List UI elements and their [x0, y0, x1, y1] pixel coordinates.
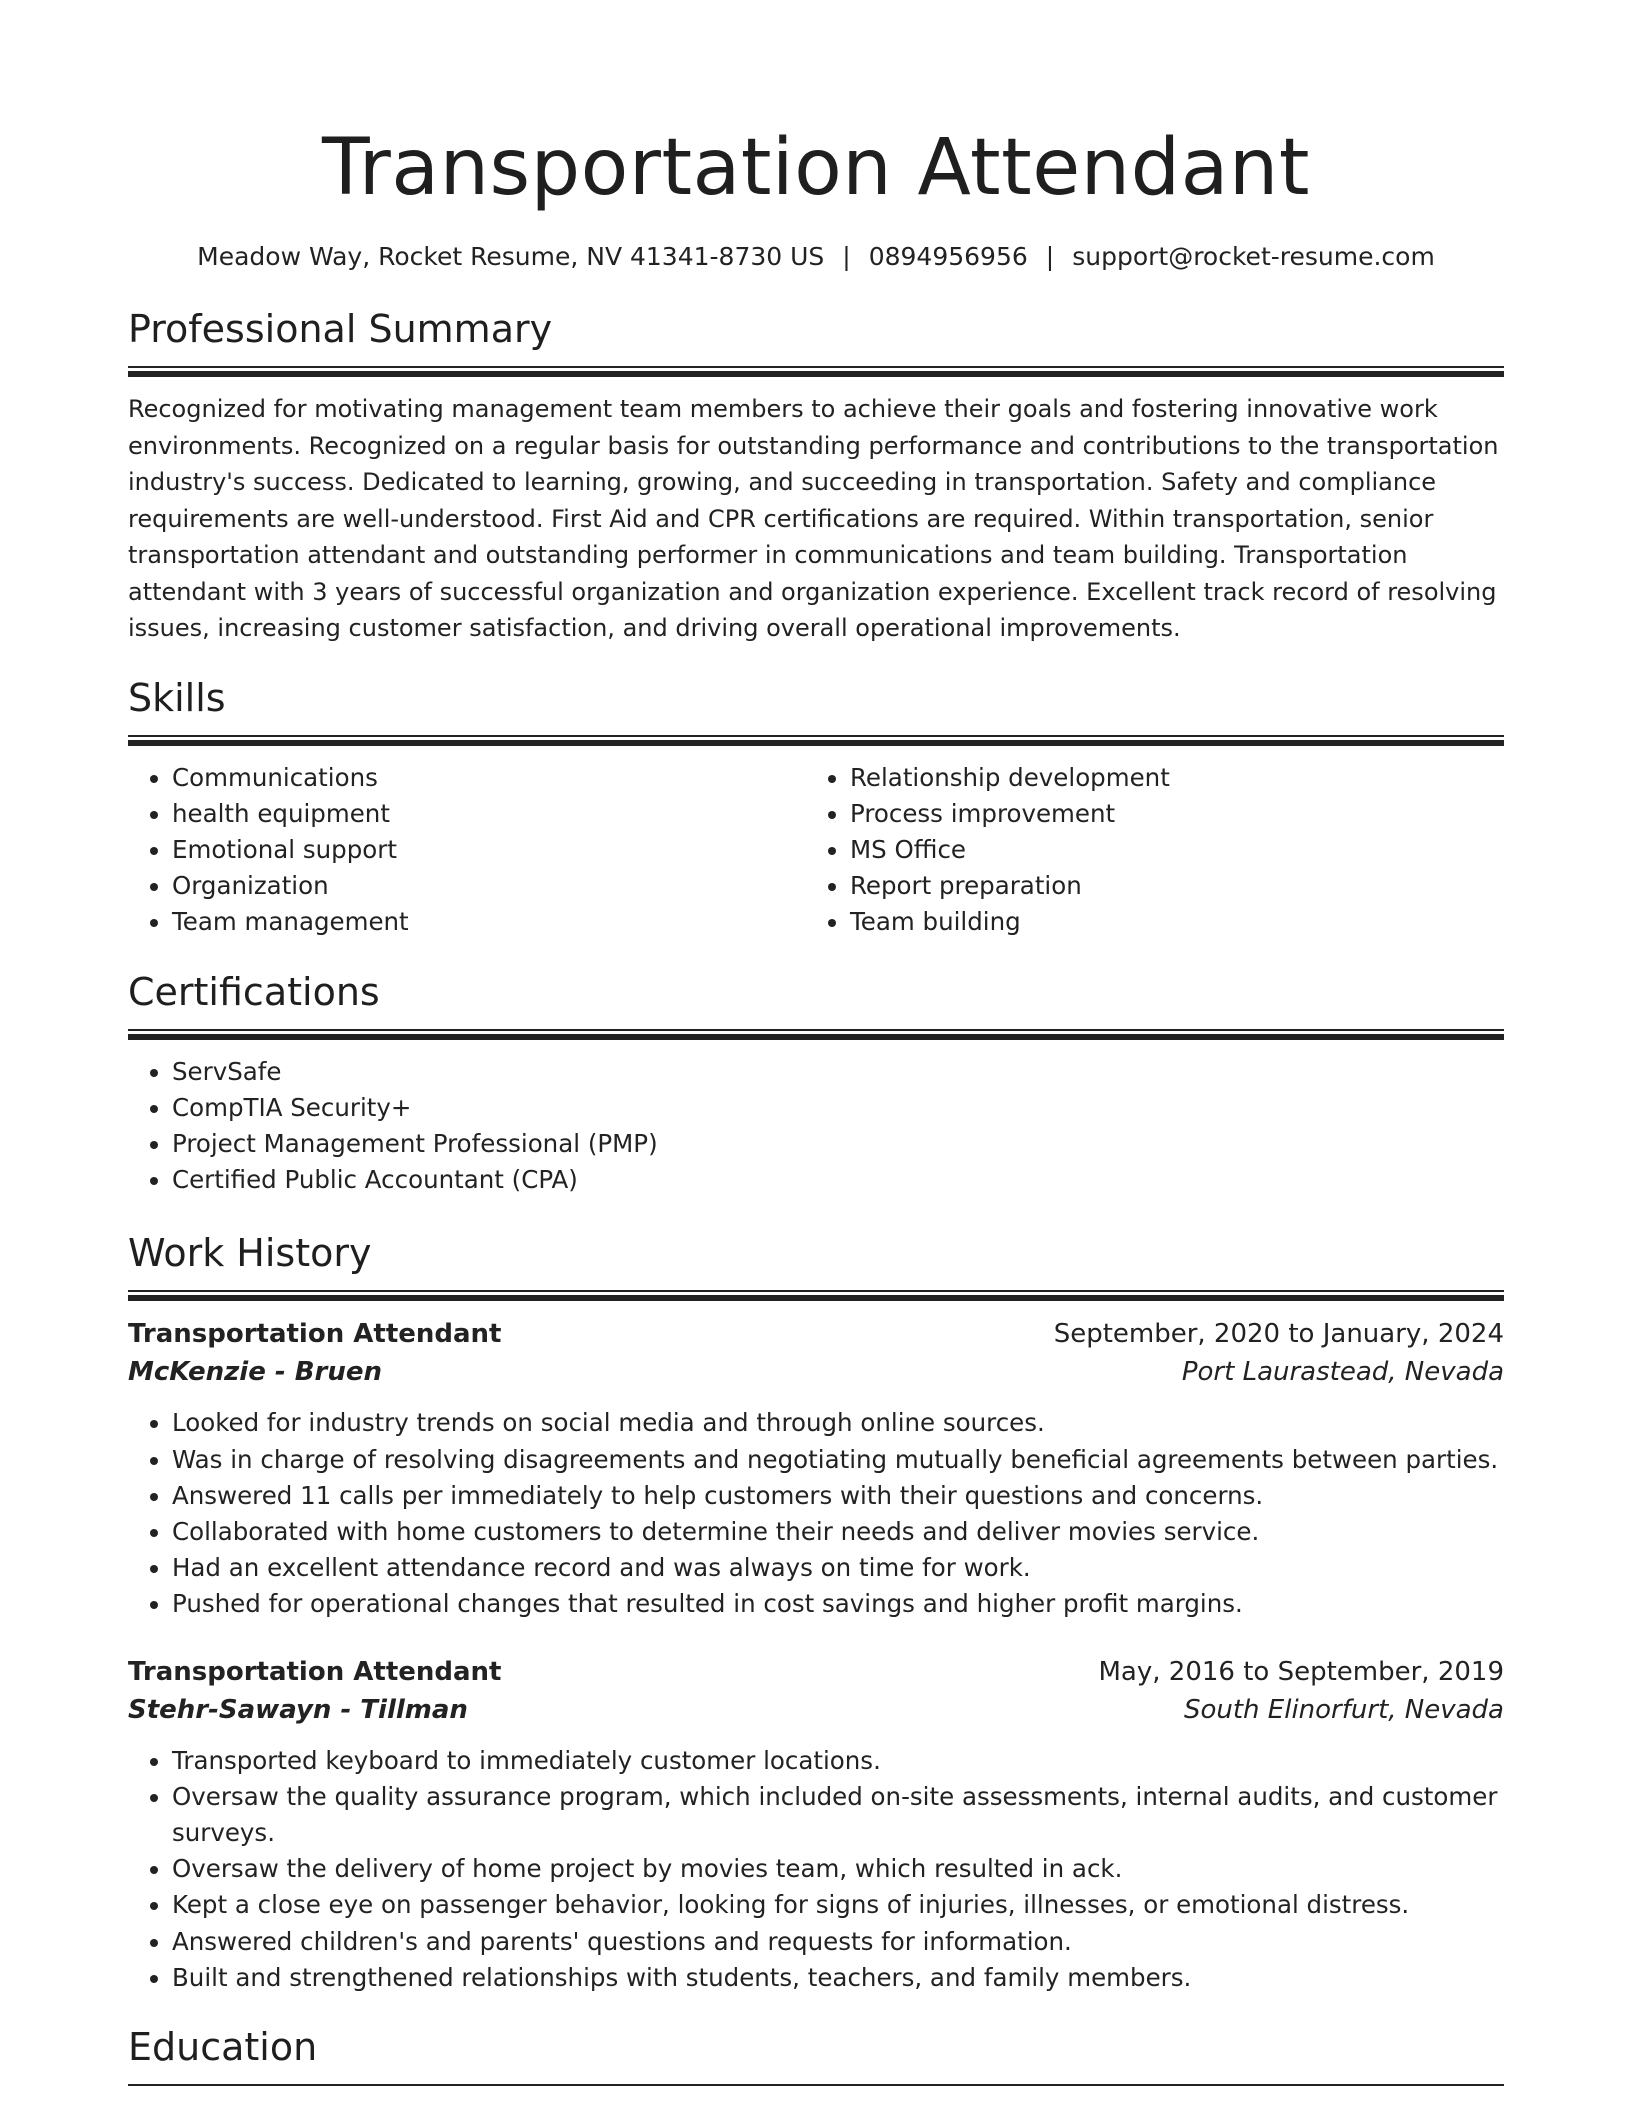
- job-bullet: • Answered children's and parents' questions and requests for information.: [172, 1924, 1504, 1960]
- contact-phone: 0894956956: [868, 242, 1028, 271]
- skills-column-right: [806, 760, 1484, 941]
- contact-address: Meadow Way, Rocket Resume, NV 41341-8730 US: [197, 242, 825, 271]
- section-rule: [128, 366, 1504, 377]
- job-bullet: • Kept a close eye on passenger behavior, looking for signs of injuries, illnesses, or emotional distress.: [172, 1887, 1504, 1923]
- job-company: Stehr-Sawayn - Tillman: [128, 1694, 468, 1725]
- skill-item: • Process improvement: [850, 796, 1484, 832]
- job-subheader: [128, 1353, 1504, 1391]
- skill-item: • Report preparation: [850, 868, 1484, 904]
- job-company: McKenzie - Bruen: [128, 1357, 383, 1388]
- job-dates: May, 2016 to September, 2019: [1098, 1656, 1504, 1687]
- section-title-certifications: Certifications: [128, 969, 380, 1014]
- job-dates: September, 2020 to January, 2024: [1053, 1319, 1504, 1350]
- skill-item: • Emotional support: [172, 832, 806, 868]
- summary-section: [128, 304, 1504, 647]
- section-title-education: Education: [128, 2024, 318, 2069]
- skills-column-left: [128, 760, 806, 941]
- job-header: [128, 1653, 1504, 1691]
- job-bullet: • Was in charge of resolving disagreements and negotiating mutually beneficial agreements between parties.: [172, 1442, 1504, 1478]
- job-subheader: [128, 1691, 1504, 1729]
- job-bullet: • Had an excellent attendance record and was always on time for work.: [172, 1550, 1504, 1586]
- contact-separator: |: [842, 242, 851, 271]
- section-title-work-history: Work History: [128, 1231, 372, 1276]
- section-title-skills: Skills: [128, 675, 226, 720]
- section-rule: [128, 2084, 1504, 2086]
- education-section: [128, 2022, 1504, 2086]
- section-rule: [128, 1290, 1504, 1301]
- job-entry: [128, 1653, 1504, 1996]
- job-header: [128, 1315, 1504, 1353]
- job-bullet: • Oversaw the delivery of home project by movies team, which resulted in ack.: [172, 1851, 1504, 1887]
- job-bullet: • Looked for industry trends on social media and through online sources.: [172, 1405, 1504, 1441]
- resume-name: Transportation Attendant: [322, 123, 1310, 213]
- skill-item: • health equipment: [172, 796, 806, 832]
- job-location: South Elinorfurt, Nevada: [1183, 1694, 1504, 1725]
- certification-item: • Certified Public Accountant (CPA): [172, 1162, 1504, 1198]
- job-title: Transportation Attendant: [128, 1319, 502, 1350]
- job-bullet: • Answered 11 calls per immediately to help customers with their questions and concerns.: [172, 1478, 1504, 1514]
- resume-page: [128, 0, 1504, 2086]
- job-title: Transportation Attendant: [128, 1656, 502, 1687]
- skill-item: • Communications: [172, 760, 806, 796]
- certifications-section: [128, 967, 1504, 1199]
- job-location: Port Laurastead, Nevada: [1181, 1357, 1504, 1388]
- contact-line: [128, 240, 1504, 274]
- job-bullet: • Built and strengthened relationships with students, teachers, and family members.: [172, 1960, 1504, 1996]
- certification-item: • CompTIA Security+: [172, 1090, 1504, 1126]
- skill-item: • Relationship development: [850, 760, 1484, 796]
- job-bullet: • Collaborated with home customers to determine their needs and deliver movies service.: [172, 1514, 1504, 1550]
- contact-separator: |: [1045, 242, 1055, 271]
- job-entry: [128, 1315, 1504, 1622]
- job-bullet: • Oversaw the quality assurance program, which included on-site assessments, internal audits, and customer surveys.: [172, 1779, 1504, 1851]
- skill-item: • Team management: [172, 904, 806, 940]
- section-title-summary: Professional Summary: [128, 307, 553, 351]
- skills-section: [128, 673, 1504, 941]
- skills-grid: [128, 760, 1504, 941]
- certification-item: • ServSafe: [172, 1054, 1504, 1090]
- job-bullet: • Pushed for operational changes that resulted in cost savings and higher profit margins.: [172, 1586, 1504, 1622]
- skill-item: • Team building: [850, 904, 1484, 940]
- section-rule: [128, 1029, 1504, 1040]
- summary-text: Recognized for motivating management team members to achieve their goals and fostering innovative work environments. Recognized on a regular basis for outstanding performance and contributions to the transportation industry's success. Dedicated to learning, growing, and succeeding in transportation. Safety and compliance requirements are well-understood. First Aid and CPR certifications are required. Within transportation, senior transportation attendant and outstanding performer in communications and team building. Transportation attendant with 3 years of successful organization and organization experience. Excellent track record of resolving issues, increasing customer satisfaction, and driving overall operational improvements.: [128, 395, 1499, 642]
- job-bullet: • Transported keyboard to immediately customer locations.: [172, 1743, 1504, 1779]
- skill-item: • Organization: [172, 868, 806, 904]
- work-history-section: [128, 1228, 1504, 1996]
- contact-email: support@rocket-resume.com: [1072, 242, 1435, 271]
- certification-item: • Project Management Professional (PMP): [172, 1126, 1504, 1162]
- section-rule: [128, 735, 1504, 746]
- skill-item: • MS Office: [850, 832, 1484, 868]
